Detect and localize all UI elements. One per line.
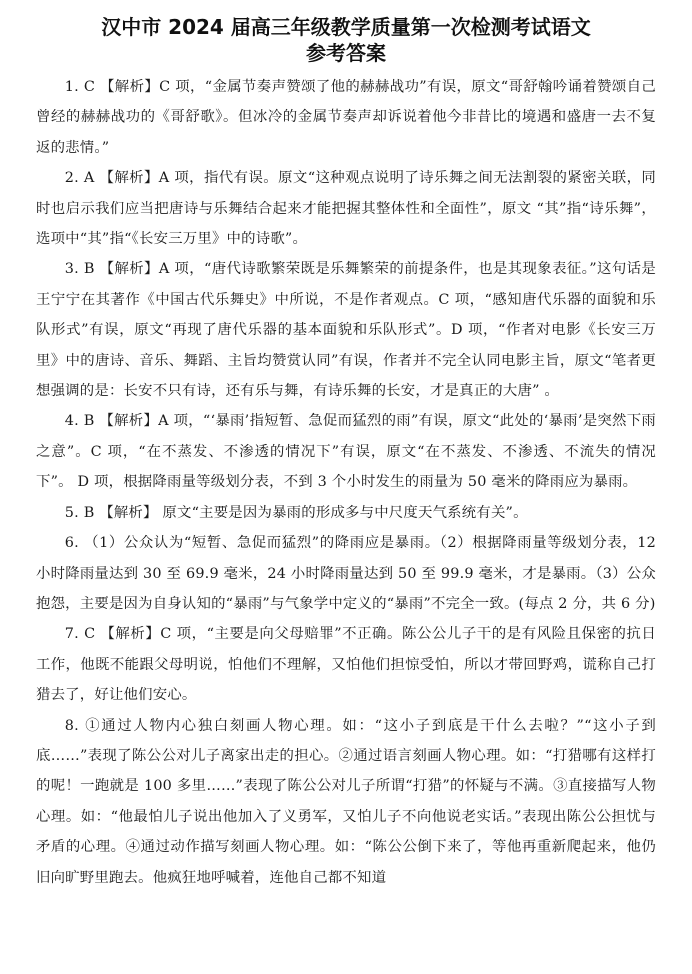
answer-item-3: 3. B 【解析】A 项，“唐代诗歌繁荣既是乐舞繁荣的前提条件，也是其现象表征。”这句话是王宁宁在其著作《中国古代乐舞史》中所说，不是作者观点。C 项，“感知唐代乐器的面貌和乐队形式”有误，原文“再现了唐代乐器的基本面貌和乐队形式”。D 项，“作者对电影《长安三万里》中的唐诗、音乐、舞蹈、主旨均赞赏认同”有误，作者并不完全认同电影主旨，原文“笔者更想强调的是：长安不只有诗，还有乐与舞，有诗乐舞的长安，才是真正的大唐” 。 [36,261,656,400]
answer-item-2: 2. A 【解析】A 项，指代有误。原文“这种观点说明了诗乐舞之间无法割裂的紧密关联，同时也启示我们应当把唐诗与乐舞结合起来才能把握其整体性和全面性”，原文 “其”指“诗乐舞”，选项中“其”指“《长安三万里》中的诗歌”。 [36,170,656,248]
answer-item-7: 7. C 【解析】C 项，“主要是向父母赔罪”不正确。陈公公儿子干的是有风险且保密的抗日工作，他既不能跟父母明说，怕他们不理解，又怕他们担惊受怕，所以才带回野鸡，谎称自己打猎去了，好让他们安心。 [36,626,656,704]
document-title: 汉中市 2024 届高三年级教学质量第一次检测考试语文 [101,15,591,39]
answer-item-4: 4. B 【解析】A 项，“‘暴雨’指短暂、急促而猛烈的雨”有误，原文“此处的‘暴雨’是突然下雨之意”。C 项，“在不蒸发、不渗透的情况下”有误，原文“在不蒸发、不渗透、不流失的情况下”。 D 项，根据降雨量等级划分表，不到 3 个小时发生的雨量为 50 毫米的降雨应为暴雨。 [36,413,656,491]
answer-item-6: 6. （1）公众认为“短暂、急促而猛烈”的降雨应是暴雨。（2）根据降雨量等级划分表，12 小时降雨量达到 30 至 69.9 毫米，24 小时降雨量达到 50 至 99.9 毫米，才是暴雨。（3）公众抱怨，主要是因为自身认知的“暴雨”与气象学中定义的“暴雨”不完全一致。(每点 2 分，共 6 分) [36,535,656,612]
answer-list [36,72,656,893]
answer-item-5: 5. B 【解析】 原文“主要是因为暴雨的形成多与中尺度天气系统有关”。 [64,504,528,521]
answer-item-8: 8. ①通过人物内心独白刻画人物心理。如：“这小子到底是干什么去啦？”“这小子到底……”表现了陈公公对儿子离家出走的担心。②通过语言刻画人物心理。如：“打猎哪有这样打的呢！一跑就是 100 多里……”表现了陈公公对儿子所谓“打猎”的怀疑与不满。③直接描写人物心理。如：“他最怕儿子说出他加入了义勇军，又怕儿子不向他说老实话。”表现出陈公公担忧与矛盾的心理。④通过动作描写刻画人物心理。如：“陈公公倒下来了，等他再重新爬起来，他仍旧向旷野里跑去。他疯狂地呼喊着，连他自己都不知道 [36,717,656,886]
answer-item-1: 1. C 【解析】C 项，“金属节奏声赞颂了他的赫赫战功”有误，原文“哥舒翰吟诵着赞颂自己曾经的赫赫战功的《哥舒歌》。但冰冷的金属节奏声却诉说着他今非昔比的境遇和盛唐一去不复返的悲情。” [36,79,656,156]
document-subtitle: 参考答案 [306,41,386,65]
